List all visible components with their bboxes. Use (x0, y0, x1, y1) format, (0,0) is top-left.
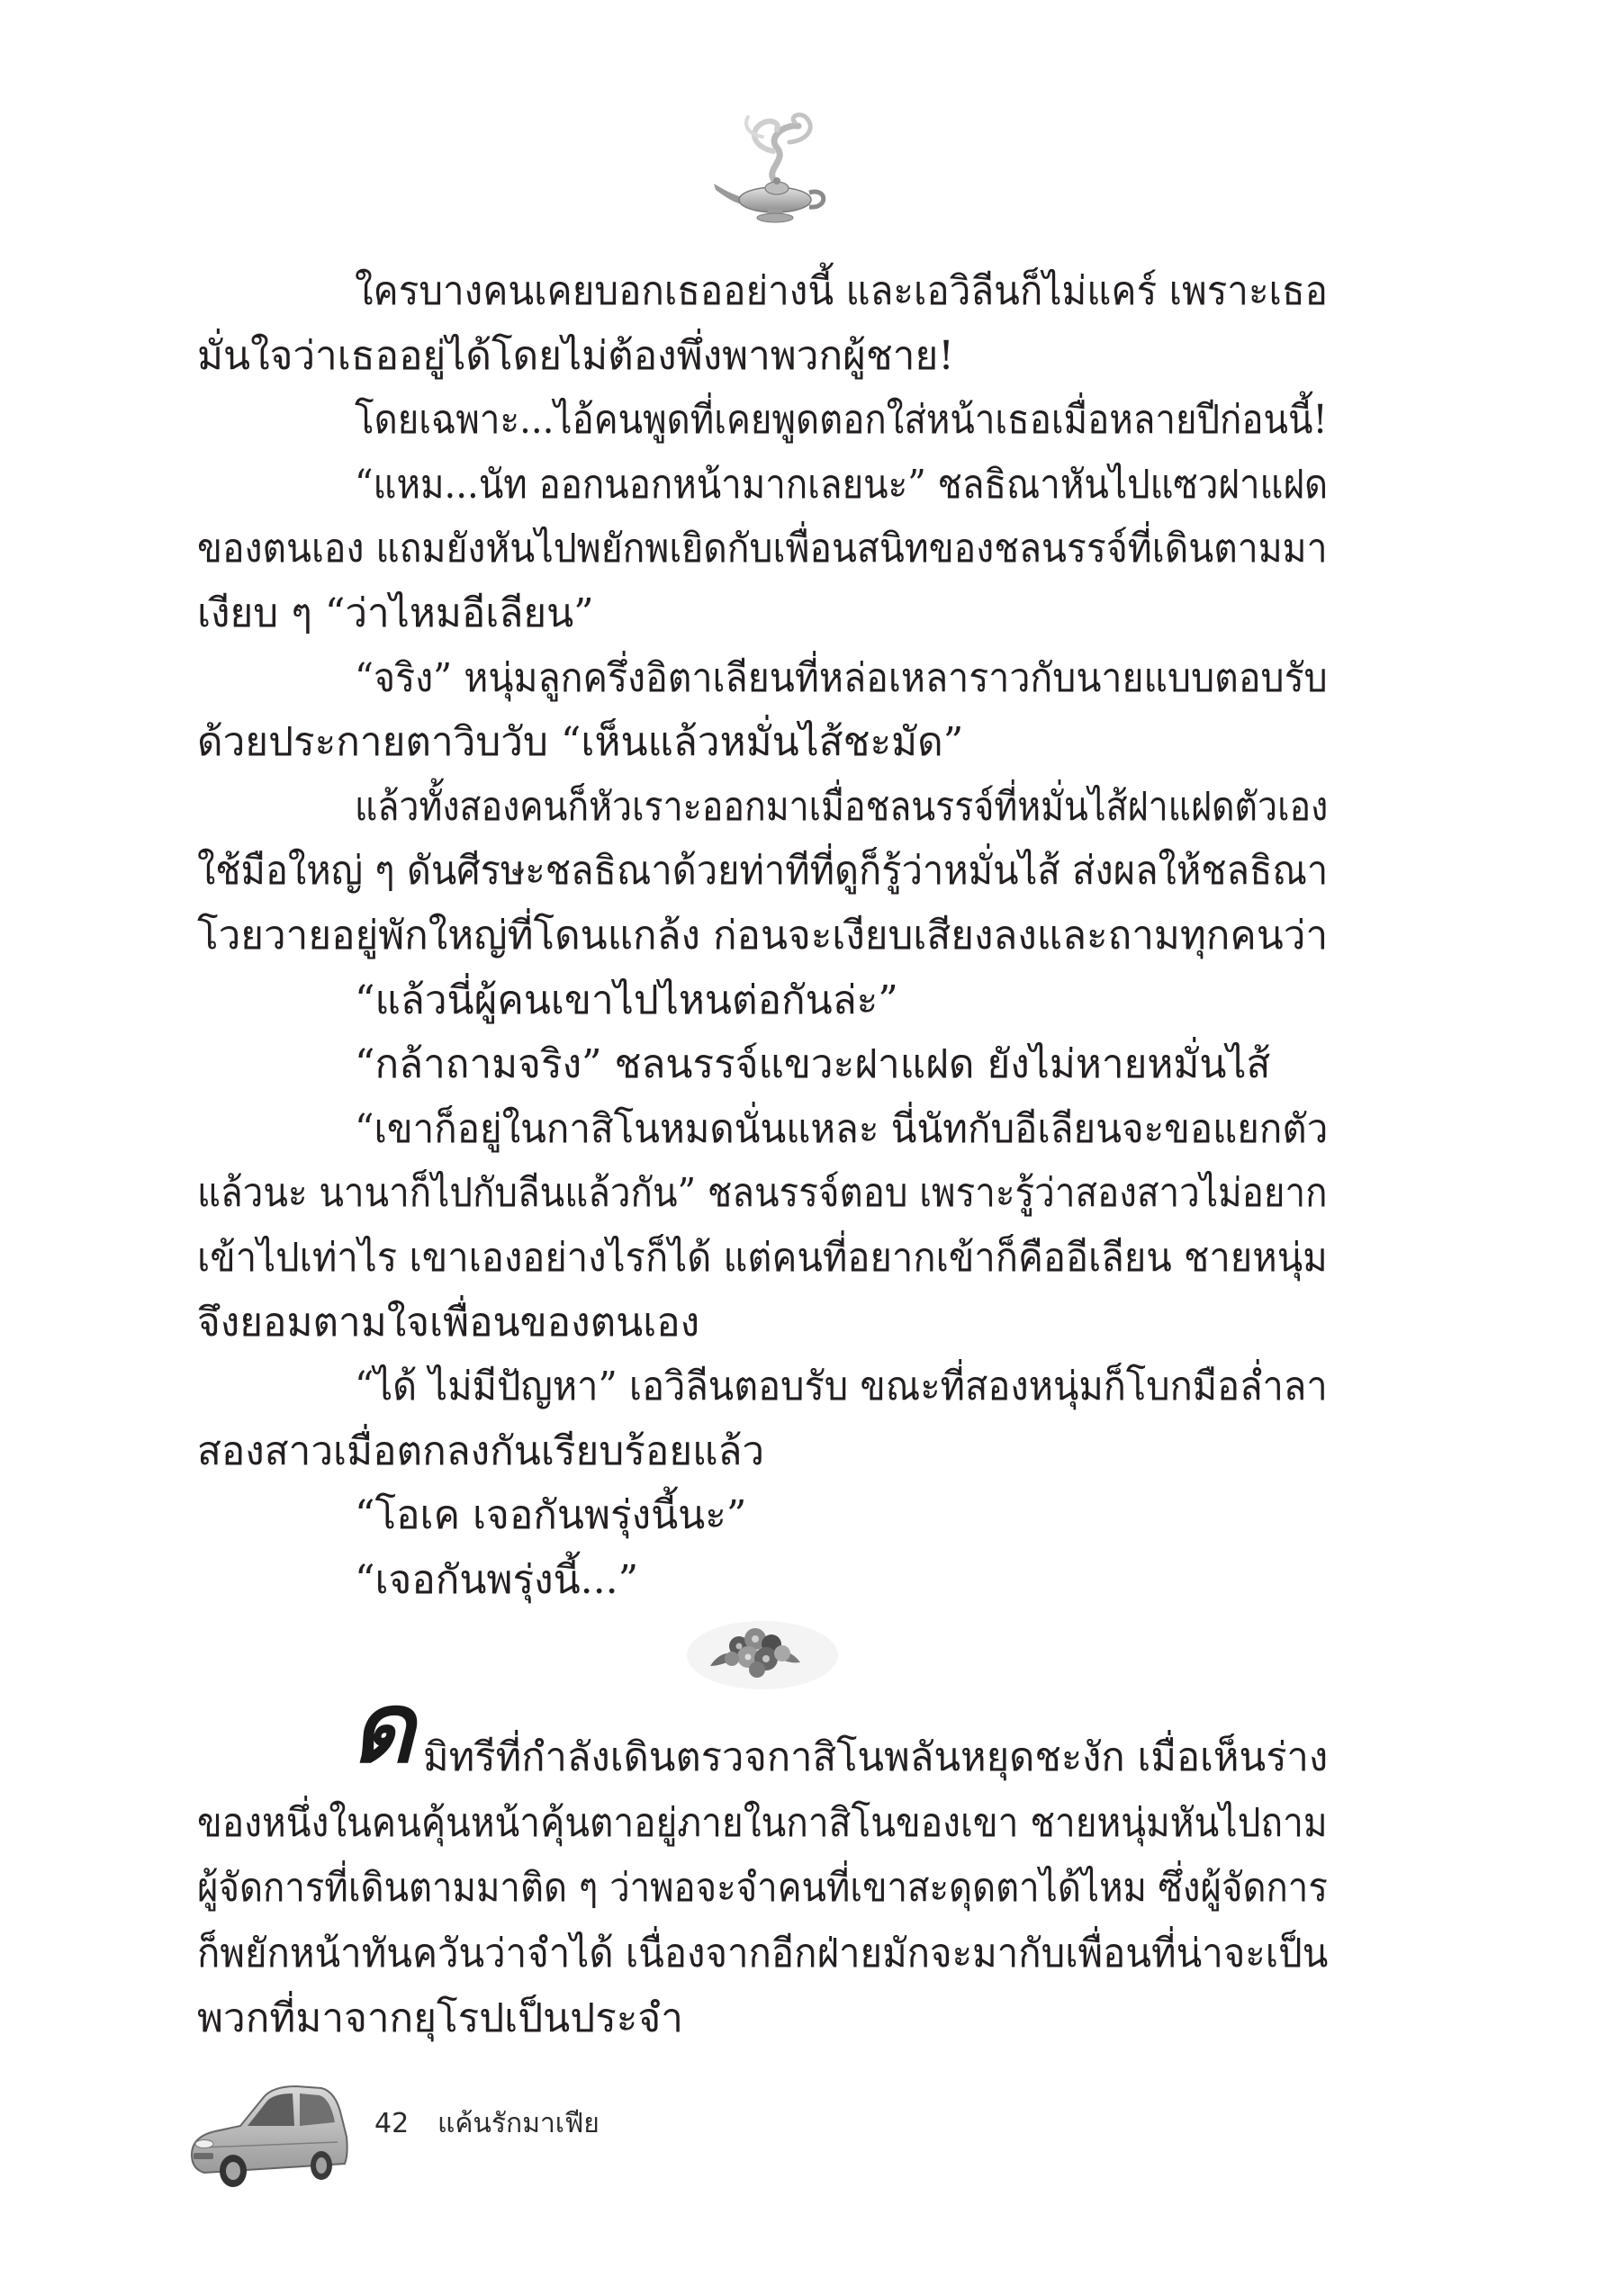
text-line: ใครบางคนเคยบอกเธออย่างนี้ และเอวิลีนก็ไม่แคร์ เพราะเธอ (355, 268, 1328, 314)
page-number: 42 (374, 2108, 410, 2139)
text-line: เข้าไปเท่าไร เขาเองอย่างไรก็ได้ แต่คนที่อยากเข้าก็คืออีเลียน ชายหนุ่ม (197, 1235, 1328, 1281)
text-line: มิทรีที่กำลังเดินตรวจกาสิโนพลันหยุดชะงัก เมื่อเห็นร่าง (423, 1734, 1329, 1780)
text-line: พวกที่มาจากยุโรปเป็นประจำ (197, 1995, 683, 2041)
text-line: “แหม...นัท ออกนอกหน้ามากเลยนะ” ชลธิณาหันไปแซวฝาแฝด (355, 462, 1329, 508)
book-title: แค้นรักมาเฟีย (437, 2108, 600, 2139)
flower-bouquet-icon (683, 1616, 841, 1693)
text-line: “เจอกันพรุ่งนี้...” (355, 1557, 639, 1603)
text-line: แล้วนะ นานาก็ไปกับลีนแล้วกัน” ชลนรรจ์ตอบ เพราะรู้ว่าสองสาวไม่อยาก (197, 1170, 1328, 1216)
text-line: โวยวายอยู่พักใหญ่ที่โดนแกล้ง ก่อนจะเงียบเสียงลงและถามทุกคนว่า (197, 913, 1329, 959)
magic-lamp-icon (708, 106, 834, 230)
text-line: ผู้จัดการที่เดินตามมาติด ๆ ว่าพอจะจำคนที่เขาสะดุดตาได้ไหม ซึ่งผู้จัดการ (197, 1865, 1328, 1911)
smoke-swirl (746, 115, 810, 182)
text-line: “จริง” หนุ่มลูกครึ่งอิตาเลียนที่หล่อเหลาราวกับนายแบบตอบรับ (355, 655, 1328, 701)
text-line: ของหนึ่งในคนคุ้นหน้าคุ้นตาอยู่ภายในกาสิโนของเขา ชายหนุ่มหันไปถาม (197, 1800, 1328, 1846)
lamp-body (714, 177, 824, 222)
text-line: ใช้มือใหญ่ ๆ ดันศีรษะชลธิณาด้วยท่าทีที่ดูก็รู้ว่าหมั่นไส้ ส่งผลให้ชลธิณา (197, 848, 1329, 894)
text-line: เงียบ ๆ “ว่าไหมอีเลียน” (197, 590, 594, 636)
car-icon (185, 2061, 352, 2198)
text-line: โดยเฉพาะ...ไอ้คนพูดที่เคยพูดตอกใส่หน้าเธอเมื่อหลายปีก่อนนี้! (355, 397, 1328, 443)
text-line: ก็พยักหน้าทันควันว่าจำได้ เนื่องจากอีกฝ่ายมักจะมากับเพื่อนที่น่าจะเป็น (197, 1931, 1329, 1976)
text-line: สองสาวเมื่อตกลงกันเรียบร้อยแล้ว (197, 1428, 765, 1474)
text-line: แล้วทั้งสองคนก็หัวเราะออกมาเมื่อชลนรรจ์ที่หมั่นไส้ฝาแฝดตัวเอง (355, 784, 1329, 830)
text-line: จึงยอมตามใจเพื่อนของตนเอง (197, 1300, 700, 1346)
text-line: “แล้วนี่ผู้คนเขาไปไหนต่อกันล่ะ” (355, 977, 898, 1023)
drop-cap: ด (351, 1672, 415, 1785)
text-line: “ได้ ไม่มีปัญหา” เอวิลีนตอบรับ ขณะที่สองหนุ่มก็โบกมือล่ำลา (355, 1364, 1328, 1409)
text-line: “กล้าถามจริง” ชลนรรจ์แขวะฝาแฝด ยังไม่หายหมั่นไส้ (355, 1041, 1271, 1087)
text-line: ของตนเอง แถมยังหันไปพยักพเยิดกับเพื่อนสนิทของชลนรรจ์ที่เดินตามมา (197, 526, 1328, 572)
text-line: “เขาก็อยู่ในกาสิโนหมดนั่นแหละ นี่นัทกับอีเลียนจะขอแยกตัว (355, 1106, 1329, 1152)
text-line: มั่นใจว่าเธออยู่ได้โดยไม่ต้องพึ่งพาพวกผู้ชาย! (197, 333, 954, 379)
text-line: “โอเค เจอกันพรุ่งนี้นะ” (355, 1492, 747, 1538)
text-line: ด้วยประกายตาวิบวับ “เห็นแล้วหมั่นไส้ชะมัด” (197, 719, 964, 765)
